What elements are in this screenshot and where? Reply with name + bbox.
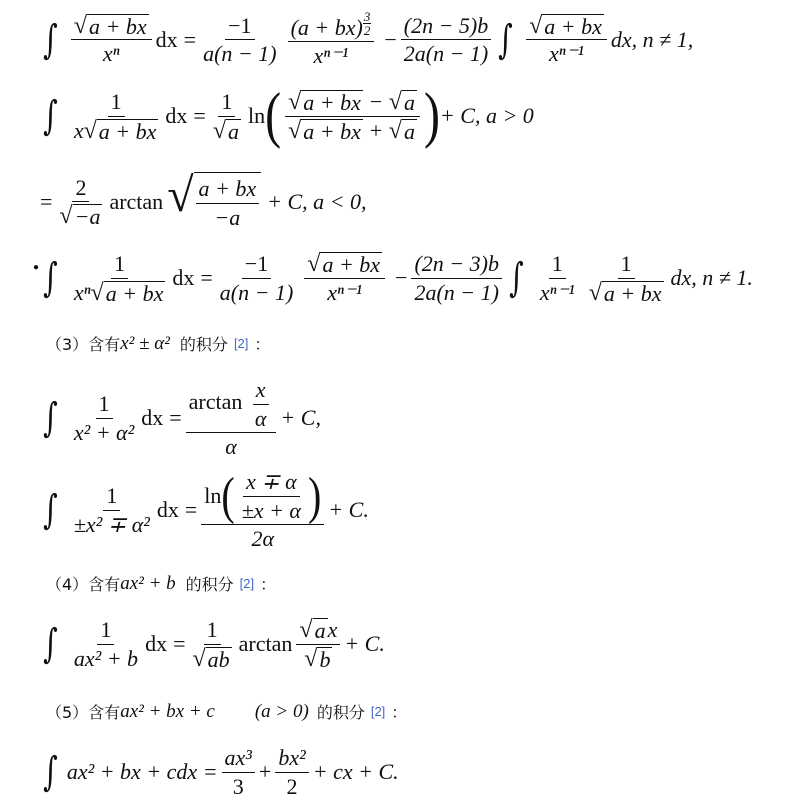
radicand: a + bx bbox=[105, 280, 164, 306]
numerator: a + bx bbox=[196, 175, 260, 204]
differential: dx bbox=[145, 631, 168, 656]
heading-label: （4）含有 bbox=[46, 575, 121, 594]
numerator: (2n − 5)b bbox=[401, 12, 492, 41]
fraction: √ a x √ b bbox=[296, 616, 340, 672]
fraction: √ a + bx xⁿ⁻¹ bbox=[526, 12, 607, 68]
integral-sign: ∫ bbox=[43, 749, 58, 795]
denominator: 3 bbox=[232, 773, 244, 799]
numerator: (a + bx) bbox=[290, 14, 363, 40]
differential: dx bbox=[155, 26, 178, 52]
numerator: 1 bbox=[108, 88, 125, 117]
fraction bbox=[275, 744, 308, 800]
heading-label: （5）含有 bbox=[46, 703, 121, 722]
fraction bbox=[537, 250, 578, 306]
numerator: 1 bbox=[549, 250, 566, 279]
heading-tail: 的积分 bbox=[185, 575, 234, 594]
heading-condition: (a > 0) bbox=[254, 700, 309, 722]
condition: + C, bbox=[280, 405, 321, 431]
integral-sign: ∫ bbox=[43, 487, 58, 534]
denominator: 2a(n − 1) bbox=[403, 41, 489, 67]
fraction bbox=[71, 616, 141, 672]
formula-1: ∫ √ a + bx xⁿ dx = $\frac{-1}{a(n - 1)}$ (a + bx) $^{\frac{3}{2}}$ xⁿ⁻¹ − $\frac{(2n - 5)b}{2a(n - 1)}$ ∫ √ a + bx xⁿ⁻¹ dx, n ≠ 1, bbox=[43, 9, 694, 69]
radicand: a bbox=[228, 118, 239, 144]
denominator: ±x + α bbox=[241, 497, 301, 523]
section-heading-3 bbox=[46, 332, 270, 355]
numerator: 2 bbox=[72, 174, 89, 203]
operator: − bbox=[368, 89, 384, 114]
differential: dx bbox=[156, 497, 179, 523]
radicand: a + bx bbox=[303, 118, 361, 144]
fraction bbox=[217, 250, 297, 306]
denominator: x² + α² bbox=[73, 419, 135, 445]
radicand: a + bx bbox=[303, 90, 361, 115]
denominator: a(n − 1) bbox=[219, 279, 294, 305]
formula-5: ∫ $\frac{1}{\text{x² + α²}}$ dx = arctan $\frac{x}{\alpha}$ α + C, bbox=[43, 377, 321, 459]
denominator: xⁿ⁻¹ bbox=[549, 41, 584, 67]
integrand: ax² + bx + cdx = bbox=[66, 759, 218, 784]
numerator: (2n − 3)b bbox=[411, 250, 502, 279]
arctan-function: arctan bbox=[238, 631, 293, 656]
denominator: xⁿ⁻¹ bbox=[313, 43, 349, 69]
numerator: 1 bbox=[111, 250, 128, 279]
formula-4: ∫ 1 xⁿ √ a + bx dx = $\frac{-1}{a(n - 1)}$ √ a + bx xⁿ⁻¹ − $\frac{(2n - 3)b}{2a(n - 1)}$ ∫ $\frac{1}{\text{xⁿ⁻¹}}$ 1 √ a + bx dx, n ≠ 1. bbox=[43, 251, 753, 306]
numerator: 1 bbox=[218, 88, 235, 117]
condition: dx, n ≠ 1, bbox=[610, 26, 694, 52]
exponent-numerator: 3 bbox=[363, 9, 371, 24]
formula-2: ∫ 1 x √ a + bx dx = 1 √ a ln ( √ a + bx − √ a √ a + bx + √ a ) + C, a > 0 bbox=[43, 80, 534, 150]
denominator: xⁿ⁻¹ bbox=[327, 279, 363, 305]
colon: ： bbox=[391, 703, 408, 722]
radicand: a + bx bbox=[322, 252, 381, 277]
condition: dx, n ≠ 1. bbox=[670, 265, 753, 290]
fraction bbox=[401, 12, 492, 68]
formula-8 bbox=[40, 744, 399, 800]
arctan-function: arctan bbox=[188, 389, 243, 415]
fraction: 1 xⁿ √ a + bx bbox=[73, 251, 164, 306]
section-heading-4 bbox=[46, 572, 276, 595]
fraction bbox=[252, 376, 270, 432]
numerator: x ∓ α bbox=[243, 468, 300, 497]
denominator: −a bbox=[214, 204, 241, 230]
condition: + C, a > 0 bbox=[439, 103, 534, 128]
fraction: 1 √ a bbox=[212, 89, 239, 144]
heading-tail: 的积分 bbox=[179, 335, 228, 354]
bullet: ● bbox=[33, 262, 40, 273]
numerator: 1 bbox=[97, 616, 114, 645]
condition: + cx + C. bbox=[312, 759, 399, 784]
numerator: ax³ bbox=[222, 744, 255, 773]
heading-math: ax² + b bbox=[120, 572, 176, 594]
integral-sign: ∫ bbox=[43, 255, 58, 301]
numerator: −1 bbox=[225, 12, 254, 41]
numerator: bx² bbox=[275, 744, 308, 773]
radicand: a + bx bbox=[603, 280, 662, 306]
denominator: α bbox=[254, 405, 267, 431]
radicand: a bbox=[314, 618, 326, 643]
radicand: b bbox=[319, 646, 331, 672]
fraction bbox=[239, 468, 304, 524]
differential: dx bbox=[172, 265, 195, 290]
heading-math: ax² + bx + c bbox=[120, 700, 215, 722]
integral-sign: ∫ bbox=[43, 621, 58, 667]
denominator: 2a(n − 1) bbox=[414, 279, 499, 305]
integral-sign: ∫ bbox=[43, 395, 58, 442]
differential: dx bbox=[165, 103, 188, 128]
condition: + C. bbox=[328, 497, 369, 523]
denominator-x: x bbox=[73, 117, 84, 143]
radicand: −a bbox=[74, 204, 101, 229]
colon: ： bbox=[254, 335, 271, 354]
differential: dx bbox=[141, 405, 164, 431]
exponent-denominator: 2 bbox=[363, 23, 371, 38]
numerator-tail: x bbox=[327, 617, 338, 642]
fraction: √ a + bx xⁿ⁻¹ bbox=[304, 250, 385, 306]
fraction: 2 √ −a bbox=[59, 174, 101, 229]
integral-sign: ∫ bbox=[509, 255, 524, 301]
condition: + C. bbox=[344, 631, 385, 656]
denominator: ±x² ∓ α² bbox=[73, 511, 150, 537]
numerator: 1 bbox=[96, 390, 113, 419]
fraction bbox=[288, 10, 375, 70]
numerator: −1 bbox=[242, 250, 271, 279]
radicand: a + bx bbox=[98, 118, 157, 144]
denominator: ax² + b bbox=[73, 645, 139, 671]
citation-link[interactable]: [2] bbox=[233, 336, 249, 351]
integral-sign: ∫ bbox=[43, 16, 58, 63]
integral-sign: ∫ bbox=[43, 93, 58, 139]
radicand: ab bbox=[207, 646, 230, 672]
fraction: 1 √ a + bx bbox=[588, 251, 662, 306]
fraction: 1 x √ a + bx bbox=[73, 89, 157, 144]
operator: + bbox=[258, 759, 272, 784]
numerator: x bbox=[253, 376, 269, 405]
operator: + bbox=[368, 117, 384, 143]
denominator: 2 bbox=[286, 773, 298, 799]
condition: + C, a < 0, bbox=[267, 188, 367, 214]
fraction bbox=[71, 390, 137, 446]
fraction bbox=[200, 12, 280, 68]
denominator: α bbox=[225, 434, 237, 459]
fraction: √ a + bx xⁿ bbox=[71, 12, 152, 68]
arctan-function: arctan bbox=[109, 188, 164, 214]
heading-math: x² ± α² bbox=[120, 332, 170, 354]
citation-link[interactable]: [2] bbox=[370, 704, 386, 719]
denominator: xⁿ bbox=[102, 41, 120, 67]
ln-function: ln bbox=[204, 483, 222, 509]
fraction bbox=[222, 744, 255, 800]
denominator-x: xⁿ bbox=[73, 279, 91, 305]
heading-tail: 的积分 bbox=[316, 703, 365, 722]
denominator: xⁿ⁻¹ bbox=[539, 279, 575, 305]
heading-label: （3）含有 bbox=[46, 335, 121, 354]
fraction bbox=[71, 482, 153, 538]
radicand: a bbox=[403, 118, 415, 144]
integral-sign: ∫ bbox=[498, 16, 513, 63]
radicand: a + bx bbox=[544, 13, 602, 39]
citation-link[interactable]: [2] bbox=[239, 576, 255, 591]
fraction: ln ( $\frac{x \mp \alpha}{\pm x + \alpha}$ ) 2α bbox=[201, 468, 324, 553]
radicand: a + bx bbox=[89, 13, 147, 39]
ln-function: ln bbox=[248, 103, 266, 128]
formula-6: ∫ $\frac{1}{\text{±x² ∓ α²}}$ dx = ln ( $\frac{x \mp \alpha}{\pm x + \alpha}$ ) 2α + C. bbox=[43, 466, 369, 551]
numerator: 1 bbox=[618, 250, 635, 279]
section-heading-5 bbox=[46, 700, 407, 723]
formula-7: ∫ $\frac{1}{\text{ax² + b}}$ dx = 1 √ ab arctan √ a x √ b + C. bbox=[43, 617, 385, 672]
fraction bbox=[186, 376, 277, 461]
numerator: 1 bbox=[103, 482, 120, 511]
colon: ： bbox=[260, 575, 277, 594]
fraction bbox=[411, 250, 502, 306]
fraction: 1 √ ab bbox=[192, 617, 230, 672]
numerator: 1 bbox=[204, 616, 221, 645]
fraction: √ a + bx − √ a √ a + bx + √ a bbox=[285, 88, 420, 144]
radicand: a bbox=[403, 90, 415, 115]
denominator: a(n − 1) bbox=[203, 41, 277, 67]
formula-3: = 2 √ −a arctan √ $\frac{a + bx}{-a}$ + C, a < 0, bbox=[40, 169, 367, 230]
denominator: 2α bbox=[251, 526, 275, 551]
equals: = bbox=[40, 188, 53, 214]
fraction bbox=[196, 175, 260, 231]
